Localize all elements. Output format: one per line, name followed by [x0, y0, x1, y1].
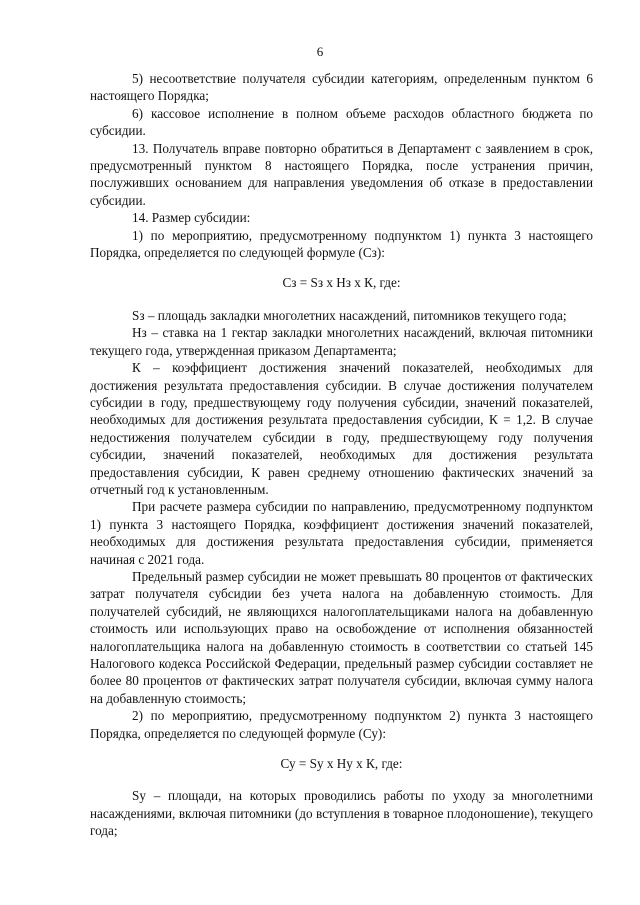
document-body [90, 70, 593, 840]
paragraph: 14. Размер субсидии: [132, 210, 251, 226]
paragraph: При расчете размера субсидии по направлению, предусмотренному подпунктом 1) пункта 3 настоящего Порядка, коэффициент достижения значений показателей, необходимых для достижения результата предоставления субсидии, применяется начиная с 2021 года. [90, 499, 593, 567]
paragraph: 13. Получатель вправе повторно обратиться в Департамент с заявлением в срок, предусмотренный пунктом 8 настоящего Порядка, после устранения причин, послуживших основанием для направления уведомления об отказе в предоставлении субсидии. [90, 140, 593, 208]
definition: К – коэффициент достижения значений показателей, необходимых для достижения результата предоставления субсидии. В случае достижения получателем субсидии в году, предшествующему году получения субсидии, значений показателей, необходимых для достижения результата предоставления субсидии, К = 1,2. В случае недостижения получателем субсидии в году, предшествующему году получения субсидии, значений показателей, необходимых для достижения результата предоставления субсидии, К равен среднему отношению фактических значений за отчетный год к установленным. [90, 360, 593, 497]
paragraph: 6) кассовое исполнение в полном объеме расходов областного бюджета по субсидии. [90, 105, 593, 139]
definition: Sз – площадь закладки многолетних насаждений, питомников текущего года; [132, 307, 567, 323]
page-number: 6 [316, 44, 324, 59]
paragraph: 1) по мероприятию, предусмотренному подпунктом 1) пункта 3 настоящего Порядка, определяется по следующей формуле (Сз): [90, 227, 593, 261]
formula-cy: Су = Sу х Ну х К, где: [280, 756, 403, 772]
paragraph: 5) несоответствие получателя субсидии категориям, определенным пунктом 6 настоящего Порядка; [90, 71, 593, 104]
definition: Sу – площади, на которых проводились работы по уходу за многолетними насаждениями, включая питомники (до вступления в товарное плодоношение), текущего года; [90, 788, 593, 839]
definition: Нз – ставка на 1 гектар закладки многолетних насаждений, включая питомники текущего года, утвержденная приказом Департамента; [90, 325, 593, 358]
paragraph: 2) по мероприятию, предусмотренному подпунктом 2) пункта 3 настоящего Порядка, определяется по следующей формуле (Су): [90, 708, 593, 741]
paragraph: Предельный размер субсидии не может превышать 80 процентов от фактических затрат получателя субсидии без учета налога на добавленную стоимость. Для получателей субсидий, не являющихся налогоплательщиками налога на добавленную стоимость или использующих право на освобождение от исполнения обязанностей налогоплательщика налога на добавленную стоимость в соответствии со статьей 145 Налогового кодекса Российской Федерации, предельный размер субсидии составляет не более 80 процентов от фактических затрат получателя субсидии, включая сумму налога на добавленную стоимость; [90, 568, 593, 706]
formula-cz: Сз = Sз х Нз х К, где: [282, 275, 401, 291]
